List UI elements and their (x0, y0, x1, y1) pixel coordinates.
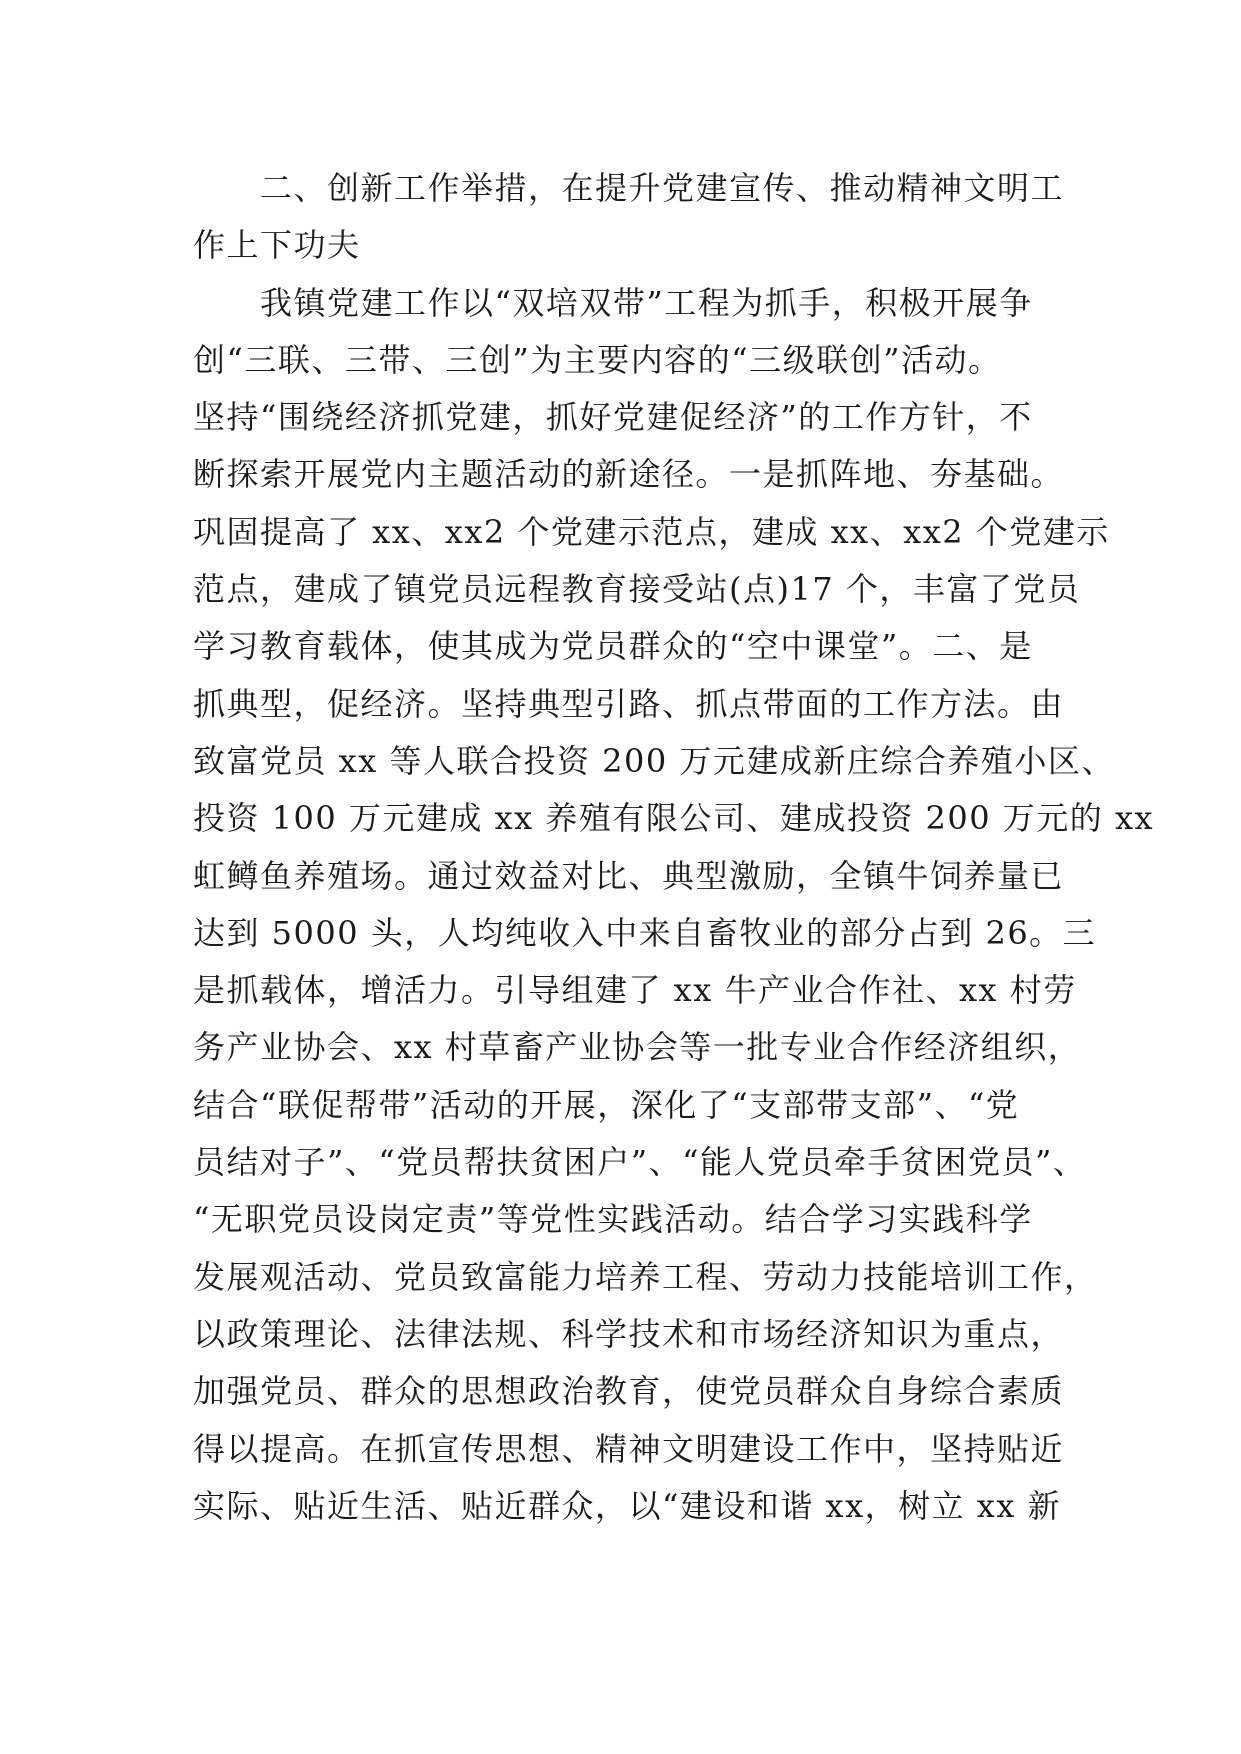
paragraph-line: 达到 5000 头，人均纯收入中来自畜牧业的部分占到 26。三 (193, 913, 1097, 952)
paragraph-line: 致富党员 xx 等人联合投资 200 万元建成新庄综合养殖小区、 (193, 741, 1115, 780)
paragraph-line: “无职党员设岗定责”等党性实践活动。结合学习实践科学 (193, 1200, 1033, 1239)
paragraph-line: 投资 100 万元建成 xx 养殖有限公司、建成投资 200 万元的 xx (193, 799, 1155, 838)
paragraph-line: 员结对子”、“党员帮扶贫困户”、“能人党员牵手贫困党员”、 (193, 1143, 1087, 1182)
paragraph-line: 学习教育载体，使其成为党员群众的“空中课堂”。二、是 (193, 627, 1033, 666)
section-heading-line: 作上下功夫 (193, 226, 361, 265)
paragraph-line: 虹鳟鱼养殖场。通过效益对比、典型激励，全镇牛饲养量已 (193, 856, 1065, 895)
paragraph-line: 巩固提高了 xx、xx2 个党建示范点，建成 xx、xx2 个党建示 (193, 512, 1110, 551)
paragraph-line: 坚持“围绕经济抓党建，抓好党建促经济”的工作方针，不 (193, 398, 1033, 437)
section-heading-line: 二、创新工作举措，在提升党建宣传、推动精神文明工 (193, 169, 1065, 207)
paragraph-line: 务产业协会、xx 村草畜产业协会等一批专业合作经济组织， (193, 1028, 1082, 1067)
paragraph-line: 实际、贴近生活、贴近群众，以“建设和谐 xx，树立 xx 新 (193, 1486, 1062, 1525)
paragraph-line: 断探索开展党内主题活动的新途径。一是抓阵地、夯基础。 (193, 455, 1065, 494)
body-text (193, 160, 1155, 1535)
paragraph-line: 结合“联促帮带”活动的开展，深化了“支部带支部”、“党 (193, 1085, 1020, 1124)
paragraph-line: 创“三联、三带、三创”为主要内容的“三级联创”活动。 (193, 340, 1002, 379)
paragraph-line: 以政策理论、法律法规、科学技术和市场经济知识为重点， (193, 1314, 1065, 1353)
paragraph-line: 范点，建成了镇党员远程教育接受站(点)17 个，丰富了党员 (193, 570, 1081, 609)
paragraph-line: 发展观活动、党员致富能力培养工程、劳动力技能培训工作， (193, 1257, 1098, 1296)
paragraph-line: 是抓载体，增活力。引导组建了 xx 牛产业合作社、xx 村劳 (193, 971, 1077, 1010)
paragraph-line: 我镇党建工作以“双培双带”工程为抓手，积极开展争 (193, 283, 1033, 322)
paragraph-line: 加强党员、群众的思想政治教育，使党员群众自身综合素质 (193, 1372, 1065, 1411)
paragraph-line: 抓典型，促经济。坚持典型引路、抓点带面的工作方法。由 (193, 684, 1065, 723)
paragraph-line: 得以提高。在抓宣传思想、精神文明建设工作中，坚持贴近 (193, 1429, 1065, 1468)
